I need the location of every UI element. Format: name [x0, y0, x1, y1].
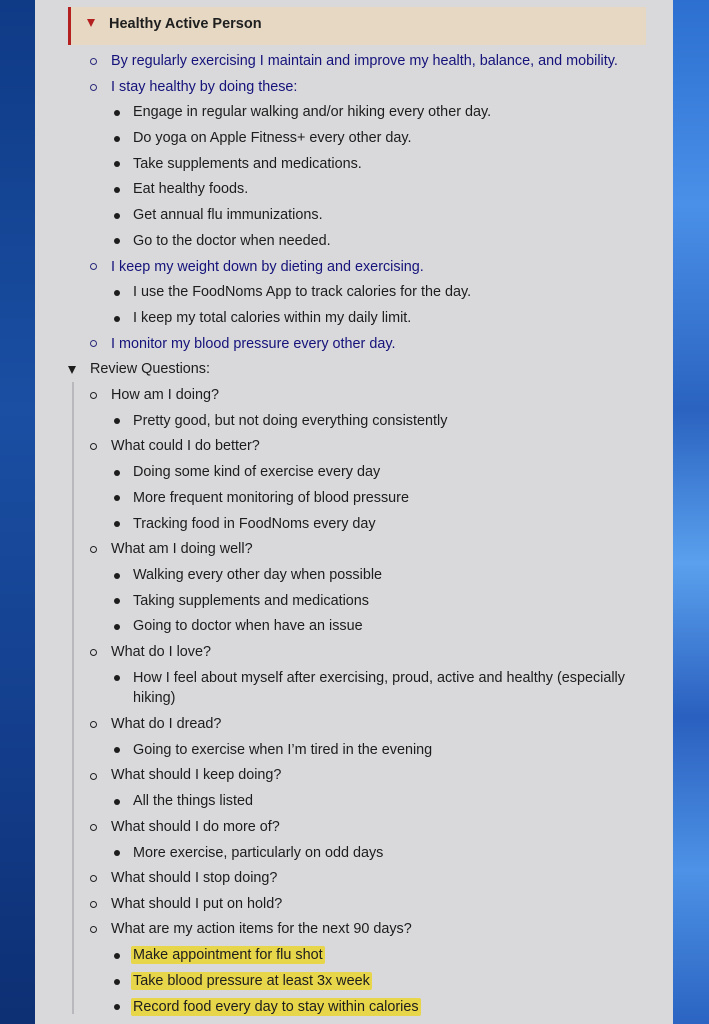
bullet-icon	[114, 850, 120, 856]
review-questions-label[interactable]: Review Questions:	[90, 361, 210, 377]
list-item[interactable]: Eat healthy foods.	[133, 181, 249, 197]
list-item[interactable]: Engage in regular walking and/or hiking every other day.	[133, 104, 492, 120]
action-item[interactable]	[133, 971, 372, 991]
list-item[interactable]: By regularly exercising I maintain and improve my health, balance, and mobility.	[111, 53, 618, 69]
bullet-icon	[114, 136, 120, 142]
answer-item[interactable]: All the things listed	[133, 793, 253, 809]
question-item[interactable]: What should I put on hold?	[111, 896, 283, 912]
highlighted-text: Make appointment for flu shot	[133, 947, 323, 963]
bullet-icon	[114, 675, 120, 681]
list-item[interactable]: Do yoga on Apple Fitness+ every other day.	[133, 130, 412, 146]
hollow-bullet-icon	[90, 875, 97, 882]
desktop-left-edge	[0, 0, 35, 1024]
list-item[interactable]: I monitor my blood pressure every other day.	[111, 336, 396, 352]
bullet-icon	[114, 110, 120, 116]
question-item[interactable]: What should I stop doing?	[111, 870, 278, 886]
bullet-icon	[114, 418, 120, 424]
bullet-icon	[114, 187, 120, 193]
answer-item-continued[interactable]: hiking)	[133, 690, 176, 706]
outline-page	[35, 0, 673, 1024]
list-item[interactable]: I use the FoodNoms App to track calories for the day.	[133, 284, 472, 300]
answer-item[interactable]: Taking supplements and medications	[133, 593, 369, 609]
hollow-bullet-icon	[90, 340, 97, 347]
bullet-icon	[114, 573, 120, 579]
answer-item[interactable]: More exercise, particularly on odd days	[133, 845, 384, 861]
list-item[interactable]: Go to the doctor when needed.	[133, 233, 331, 249]
list-item[interactable]: Get annual flu immunizations.	[133, 207, 323, 223]
answer-item[interactable]: Pretty good, but not doing everything consistently	[133, 413, 448, 429]
bullet-icon	[114, 953, 120, 959]
action-item[interactable]	[133, 945, 325, 965]
answer-item[interactable]: Going to doctor when have an issue	[133, 618, 363, 634]
bullet-icon	[114, 979, 120, 985]
question-item[interactable]: What do I love?	[111, 644, 211, 660]
answer-item[interactable]: Walking every other day when possible	[133, 567, 383, 583]
bullet-icon	[114, 624, 120, 630]
bullet-icon	[114, 747, 120, 753]
question-item[interactable]: What should I do more of?	[111, 819, 280, 835]
question-item[interactable]: What should I keep doing?	[111, 767, 282, 783]
list-item[interactable]: I keep my total calories within my daily limit.	[133, 310, 412, 326]
question-item[interactable]: What are my action items for the next 90 days?	[111, 921, 412, 937]
bullet-icon	[114, 290, 120, 296]
answer-item[interactable]: Doing some kind of exercise every day	[133, 464, 381, 480]
action-item[interactable]	[133, 997, 421, 1017]
desktop-right-edge	[673, 0, 709, 1024]
question-item[interactable]: What am I doing well?	[111, 541, 253, 557]
hollow-bullet-icon	[90, 773, 97, 780]
collapse-triangle-icon[interactable]	[68, 366, 76, 374]
hollow-bullet-icon	[90, 443, 97, 450]
hollow-bullet-icon	[90, 721, 97, 728]
bullet-icon	[114, 521, 120, 527]
section-header[interactable]	[68, 7, 646, 45]
list-item[interactable]: I stay healthy by doing these:	[111, 79, 298, 95]
collapse-triangle-icon[interactable]	[87, 19, 95, 27]
list-item[interactable]: Take supplements and medications.	[133, 156, 362, 172]
bullet-icon	[114, 799, 120, 805]
question-item[interactable]: What could I do better?	[111, 438, 260, 454]
hollow-bullet-icon	[90, 58, 97, 65]
hollow-bullet-icon	[90, 824, 97, 831]
bullet-icon	[114, 316, 120, 322]
hollow-bullet-icon	[90, 84, 97, 91]
hollow-bullet-icon	[90, 546, 97, 553]
highlighted-text: Record food every day to stay within calories	[133, 999, 419, 1015]
answer-item[interactable]: Going to exercise when I’m tired in the evening	[133, 742, 433, 758]
hollow-bullet-icon	[90, 263, 97, 270]
hollow-bullet-icon	[90, 649, 97, 656]
bullet-icon	[114, 598, 120, 604]
bullet-icon	[114, 238, 120, 244]
bullet-icon	[114, 213, 120, 219]
bullet-icon	[114, 470, 120, 476]
answer-item[interactable]: How I feel about myself after exercising, proud, active and healthy (especially	[133, 670, 625, 686]
bullet-icon	[114, 1004, 120, 1010]
answer-item[interactable]: More frequent monitoring of blood pressure	[133, 490, 409, 506]
outline-guide-line	[72, 382, 74, 1014]
bullet-icon	[114, 161, 120, 167]
bullet-icon	[114, 495, 120, 501]
list-item[interactable]: I keep my weight down by dieting and exercising.	[111, 259, 424, 275]
hollow-bullet-icon	[90, 926, 97, 933]
highlighted-text: Take blood pressure at least 3x week	[133, 973, 370, 989]
question-item[interactable]: What do I dread?	[111, 716, 222, 732]
hollow-bullet-icon	[90, 392, 97, 399]
hollow-bullet-icon	[90, 901, 97, 908]
answer-item[interactable]: Tracking food in FoodNoms every day	[133, 516, 376, 532]
question-item[interactable]: How am I doing?	[111, 387, 219, 403]
section-title: Healthy Active Person	[109, 16, 262, 32]
